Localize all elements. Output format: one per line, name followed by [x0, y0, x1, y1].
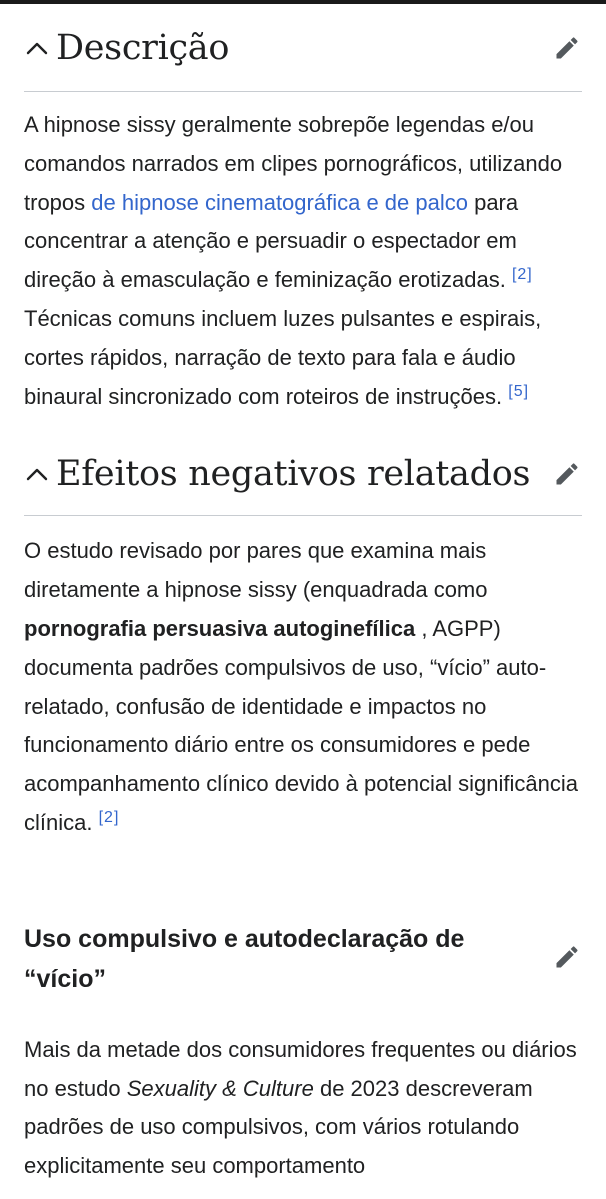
paragraph-text: O estudo revisado por pares que examina mais diretamente a hipnose sissy (enquadrada como — [24, 538, 488, 603]
paragraph-text: Técnicas comuns incluem luzes pulsantes e espirais, cortes rápidos, narração de texto para fala e áudio binaural sincronizado com roteiros de instruções. — [24, 305, 542, 409]
article-content — [24, 4, 582, 1186]
pencil-icon[interactable] — [552, 33, 582, 63]
pencil-icon[interactable] — [552, 459, 582, 489]
chevron-up-icon[interactable] — [24, 461, 50, 487]
hypnosis-link[interactable]: de hipnose cinematográfica e de palco — [91, 189, 468, 215]
section-header-descricao[interactable] — [24, 4, 582, 92]
section-paragraph — [24, 532, 582, 842]
section-paragraph — [24, 106, 582, 416]
section-title: Efeitos negativos relatados — [56, 453, 531, 494]
paragraph-text: , AGPP) documenta padrões compulsivos de uso, “vício” auto-relatado, confusão de identidade e impactos no funcionamento diário entre os consumidores e pede acompanhamento clínico devido à potencial significância clínica. — [24, 615, 579, 835]
reference-link[interactable]: [2] — [511, 266, 533, 284]
section-title: Descrição — [56, 27, 230, 68]
bold-term: pornografia persuasiva autoginefílica — [24, 615, 416, 641]
subsection-paragraph — [24, 1031, 582, 1186]
subsection-title: Uso compulsivo e autodeclaração de “vício” — [24, 924, 465, 993]
journal-title: Sexuality & Culture — [126, 1075, 314, 1101]
chevron-up-icon[interactable] — [24, 35, 50, 61]
paragraph-text: para concentrar a atenção e persuadir o espectador em direção à emasculação e feminização erotizadas. — [24, 189, 519, 293]
paragraph-text: Mais da metade dos consumidores frequentes ou diários no estudo — [24, 1036, 577, 1101]
subsection-header — [24, 919, 582, 999]
pencil-icon[interactable] — [552, 942, 582, 972]
reference-link[interactable]: [5] — [508, 382, 530, 400]
paragraph-text: de 2023 descreveram padrões de uso compulsivos, com vários rotulando explicitamente seu comportamento — [24, 1075, 533, 1179]
paragraph-text: A hipnose sissy geralmente sobrepõe legendas e/ou comandos narrados em clipes pornográficos, utilizando tropos — [24, 112, 563, 215]
reference-link[interactable]: [2] — [98, 808, 120, 826]
section-header-efeitos[interactable] — [24, 432, 582, 516]
